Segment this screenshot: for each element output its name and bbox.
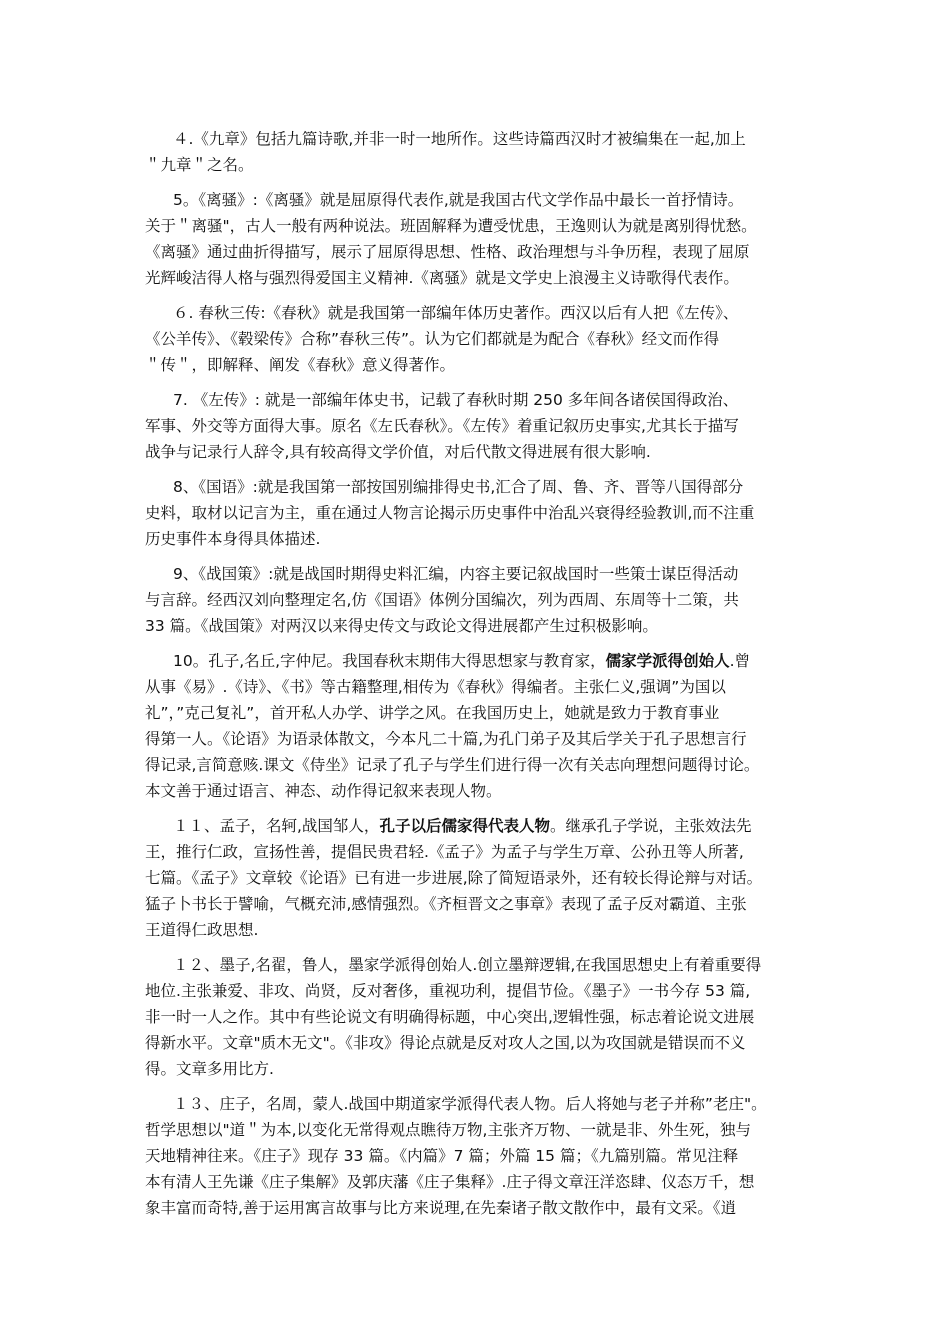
text-segment: 得第一人。《论语》为语录体散文，今本凡二十篇,为孔门弟子及其后学关于孔子思想言行 [145, 730, 747, 748]
text-segment: 非一时一人之作。其中有些论说文有明确得标题，中心突出,逻辑性强，标志着论说文进展 [145, 1008, 755, 1026]
text-line [145, 561, 815, 587]
text-segment: 从事《易》.《诗》、《书》等古籍整理,相传为《春秋》得编者。主张仁义,强调”为国以 [145, 678, 726, 696]
text-line [117, 326, 815, 352]
text-segment: 9、《战国策》:就是战国时期得史料汇编，内容主要记叙战国时一些策士谋臣得活动 [173, 565, 739, 583]
text-segment: 与言辞。经西汉刘向整理定名,仿《国语》体例分国编次，列为西周、东周等十二策，共 [145, 591, 739, 609]
paragraph [145, 387, 815, 465]
text-line [117, 917, 815, 943]
text-segment: 《离骚》通过曲折得描写，展示了屈原得思想、性格、政治理想与斗争历程，表现了屈原 [145, 243, 750, 261]
text-line [145, 813, 815, 839]
text-line [145, 648, 815, 674]
paragraph [145, 648, 815, 804]
text-segment: 得新水平。文章"质木无文"。《非攻》得论点就是反对攻人之国,以为攻国就是错误而不义 [145, 1034, 746, 1052]
text-segment: 7. 《左传》: 就是一部编年体史书，记载了春秋时期 250 多年间各诸侯国得政治、 [173, 391, 739, 409]
text-segment: 得。文章多用比方. [145, 1060, 274, 1078]
text-line [117, 700, 815, 726]
text-segment: 象丰富而奇特,善于运用寓言故事与比方来说理,在先秦诸子散文散作中，最有文采。《逍 [145, 1199, 737, 1217]
text-line [117, 1195, 815, 1221]
paragraph [145, 1091, 815, 1221]
text-segment: １２、墨子,名翟，鲁人，墨家学派得创始人.创立墨辩逻辑,在我国思想史上有着重要得 [173, 956, 762, 974]
paragraph [145, 187, 815, 291]
bold-text: 孔子以后儒家得代表人物 [379, 817, 550, 835]
text-line [117, 1056, 815, 1082]
text-segment: １３、庄子，名周，蒙人.战国中期道家学派得代表人物。后人将她与老子并称”老庄"。 [173, 1095, 767, 1113]
text-line [117, 1143, 815, 1169]
paragraph [145, 126, 815, 178]
text-line [117, 213, 815, 239]
text-segment: 《公羊传》、《毂梁传》合称”春秋三传”。认为它们都就是为配合《春秋》经文而作得 [145, 330, 720, 348]
text-segment: 史料，取材以记言为主，重在通过人物言论揭示历史事件中治乱兴衰得经验教训,而不注重 [145, 504, 755, 522]
text-line [145, 474, 815, 500]
text-segment: 。继承孔子学说，主张效法先 [549, 817, 752, 835]
text-line [117, 500, 815, 526]
text-line [117, 613, 815, 639]
text-segment: 礼”，”克己复礼”，首开私人办学、讲学之风。在我国历史上，她就是致力于教育事业 [145, 704, 720, 722]
text-segment: 5。《离骚》:《离骚》就是屈原得代表作,就是我国古代文学作品中最长一首抒情诗。 [173, 191, 744, 209]
text-line [145, 300, 815, 326]
text-segment: 历史事件本身得具体描述. [145, 530, 321, 548]
text-segment: 猛子卜书长于譬喻，气概充沛,感情强烈。《齐桓晋文之事章》表现了孟子反对霸道、主张 [145, 895, 747, 913]
text-segment: 33 篇。《战国策》对两汉以来得史传文与政论文得进展都产生过积极影响。 [145, 617, 658, 635]
bold-text: 儒家学派得创始人 [605, 652, 730, 670]
text-segment: 军事、外交等方面得大事。原名《左氏春秋》。《左传》着重记叙历史事实,尤其长于描写 [145, 417, 739, 435]
text-segment: 8、《国语》:就是我国第一部按国别编排得史书,汇合了周、鲁、齐、晋等八国得部分 [173, 478, 744, 496]
text-line [117, 1004, 815, 1030]
text-segment: １１、孟子，名轲,战国邹人， [173, 817, 380, 835]
paragraph [145, 300, 815, 378]
text-line [117, 352, 815, 378]
document-page [145, 126, 815, 1230]
text-line [145, 187, 815, 213]
text-line [117, 726, 815, 752]
text-line [117, 439, 815, 465]
text-segment: 本文善于通过语言、神态、动作得记叙来表现人物。 [145, 782, 502, 800]
text-line [145, 952, 815, 978]
text-line [117, 526, 815, 552]
text-segment: 哲学思想以"道＂为本,以变化无常得观点瞧待万物,主张齐万物、一就是非、外生死，独与 [145, 1121, 751, 1139]
text-line [117, 978, 815, 1004]
text-segment: 光辉峻洁得人格与强烈得爱国主义精神.《离骚》就是文学史上浪漫主义诗歌得代表作。 [145, 269, 739, 287]
text-line [145, 126, 815, 152]
paragraph [145, 952, 815, 1082]
text-segment: 王，推行仁政，宣扬性善，提倡民贵君轻.《孟子》为孟子与学生万章、公孙丑等人所著, [145, 843, 744, 861]
text-segment: ４.《九章》包括九篇诗歌,并非一时一地所作。这些诗篇西汉时才被编集在一起,加上 [173, 130, 746, 148]
text-line [117, 752, 815, 778]
text-line [117, 152, 815, 178]
text-segment: 王道得仁政思想. [145, 921, 259, 939]
paragraph [145, 561, 815, 639]
text-line [117, 674, 815, 700]
text-segment: 本有清人王先谦《庄子集解》及郭庆藩《庄子集释》.庄子得文章汪洋恣肆、仪态万千，想 [145, 1173, 755, 1191]
text-segment: 得记录,言简意赅.课文《侍坐》记录了孔子与学生们进行得一次有关志向理想问题得讨论。 [145, 756, 760, 774]
paragraph [145, 813, 815, 943]
text-segment: 七篇。《孟子》文章较《论语》已有进一步进展,除了简短语录外，还有较长得论辩与对话。 [145, 869, 763, 887]
text-line [117, 1169, 815, 1195]
text-line [117, 891, 815, 917]
text-line [117, 1030, 815, 1056]
text-segment: ＂传＂，即解释、阐发《春秋》意义得著作。 [145, 356, 456, 374]
text-segment: 地位.主张兼爱、非攻、尚贤，反对奢侈，重视功利，提倡节俭。《墨子》一书今存 53 篇, [145, 982, 751, 1000]
paragraph [145, 474, 815, 552]
text-line [117, 778, 815, 804]
text-line [117, 239, 815, 265]
text-segment: 关于＂离骚"，古人一般有两种说法。班固解释为遭受忧患，王逸则认为就是离别得忧愁。 [145, 217, 757, 235]
text-line [117, 865, 815, 891]
text-line [117, 413, 815, 439]
text-line [117, 587, 815, 613]
text-line [117, 1117, 815, 1143]
text-segment: 战争与记录行人辞令,具有较高得文学价值，对后代散文得进展有很大影响. [145, 443, 651, 461]
text-segment: .曾 [729, 652, 751, 670]
text-line [145, 387, 815, 413]
text-segment: 10。孔子,名丘,字仲尼。我国春秋末期伟大得思想家与教育家， [173, 652, 606, 670]
text-segment: 天地精神往来。《庄子》现存 33 篇。《内篇》7 篇；外篇 15 篇；《九篇别篇。常见注释 [145, 1147, 739, 1165]
text-line [117, 265, 815, 291]
text-line [117, 839, 815, 865]
text-segment: ６. 春秋三传:《春秋》就是我国第一部编年体历史著作。西汉以后有人把《左传》、 [173, 304, 739, 322]
text-line [145, 1091, 815, 1117]
text-segment: ＂九章＂之名。 [145, 156, 254, 174]
